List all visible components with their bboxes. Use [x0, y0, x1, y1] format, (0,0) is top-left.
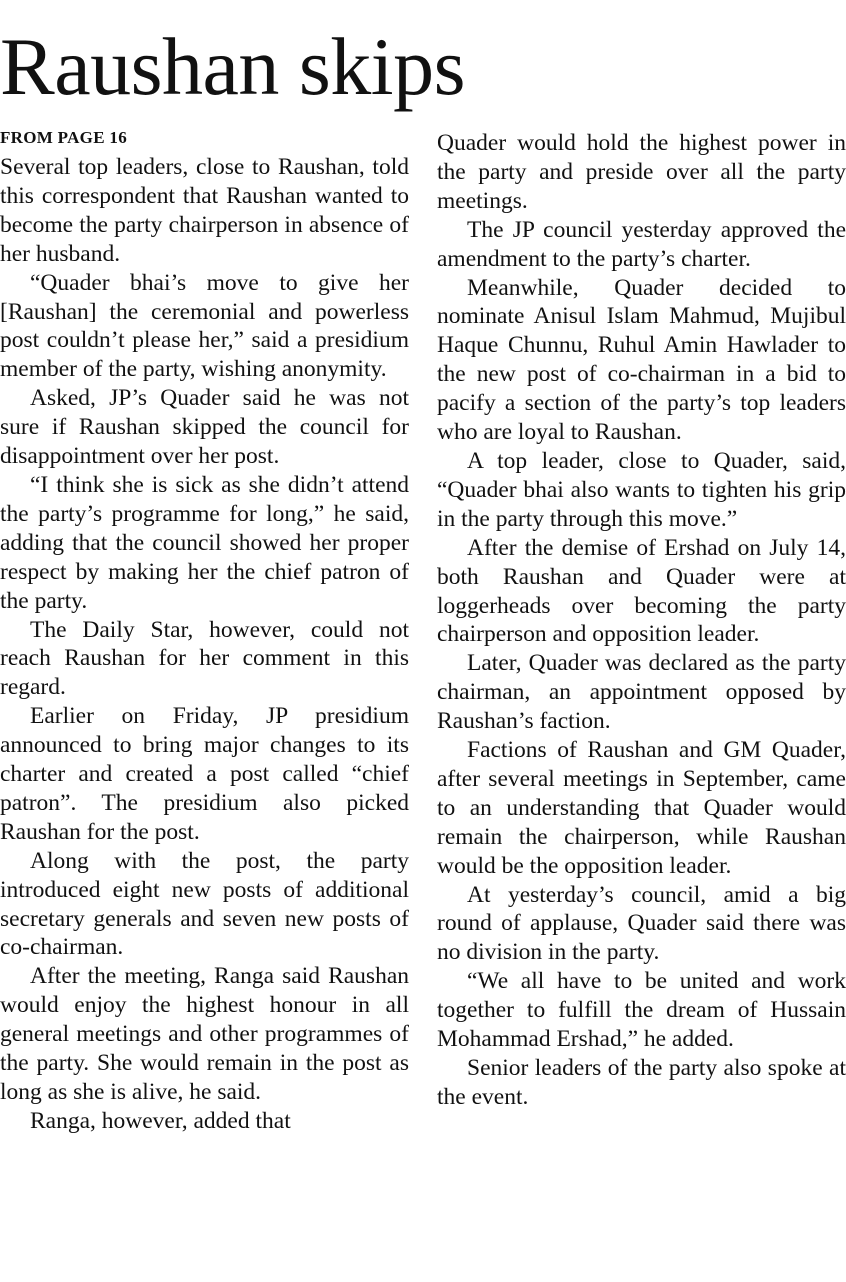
paragraph: Ranga, however, added that: [30, 1107, 291, 1134]
paragraph: “Quader bhai’s move to give her [Raushan] the ceremonial and powerless post couldn’t please her,” said a presidium member of the party, wishing anonymity.: [0, 269, 409, 383]
paragraph: Several top leaders, close to Raushan, told this correspondent that Raushan wanted to become the party chairperson in absence of her husband.: [0, 154, 409, 267]
paragraph: The JP council yesterday approved the amendment to the party’s charter.: [437, 216, 846, 272]
paragraph: Later, Quader was declared as the party chairman, an appointment opposed by Raushan’s faction.: [437, 650, 846, 735]
paragraph: Senior leaders of the party also spoke at the event.: [437, 1055, 846, 1110]
paragraph: After the demise of Ershad on July 14, both Raushan and Quader were at loggerheads over becoming the party chairperson and opposition leader.: [437, 534, 846, 648]
paragraph: The Daily Star, however, could not reach Raushan for her comment in this regard.: [0, 616, 409, 701]
paragraph: After the meeting, Ranga said Raushan would enjoy the highest honour in all general meetings and other programmes of the party. She would remain in the post as long as she is alive, he said.: [0, 963, 409, 1105]
paragraph: “We all have to be united and work together to fulfill the dream of Hussain Mohammad Ershad,” he added.: [437, 968, 846, 1053]
paragraph: Factions of Raushan and GM Quader, after several meetings in September, came to an understanding that Quader would remain the chairperson, while Raushan would be the opposition leader.: [437, 737, 846, 879]
paragraph: Asked, JP’s Quader said he was not sure if Raushan skipped the council for disappointment over her post.: [0, 385, 409, 470]
paragraph: A top leader, close to Quader, said, “Quader bhai also wants to tighten his grip in the party through this move.”: [437, 447, 846, 532]
headline: Raushan skips: [0, 21, 465, 112]
article-column-right: [437, 129, 846, 1112]
paragraph: Along with the post, the party introduced eight new posts of additional secretary generals and seven new posts of co-chairman.: [0, 847, 409, 961]
paragraph: “I think she is sick as she didn’t attend the party’s programme for long,” he said, adding that the council showed her proper respect by making her the chief patron of the party.: [0, 471, 409, 614]
article-column-left: [0, 153, 409, 1136]
jump-line: FROM PAGE 16: [0, 128, 127, 147]
paragraph: At yesterday’s council, amid a big round of applause, Quader said there was no division in the party.: [437, 881, 846, 966]
paragraph: Meanwhile, Quader decided to nominate Anisul Islam Mahmud, Mujibul Haque Chunnu, Ruhul Amin Hawlader to the new post of co-chairman in a bid to pacify a section of the party’s top leaders who are loyal to Raushan.: [437, 274, 846, 446]
paragraph: Quader would hold the highest power in the party and preside over all the party meetings.: [437, 130, 846, 214]
paragraph: Earlier on Friday, JP presidium announced to bring major changes to its charter and created a post called “chief patron”. The presidium also picked Raushan for the post.: [0, 703, 409, 845]
